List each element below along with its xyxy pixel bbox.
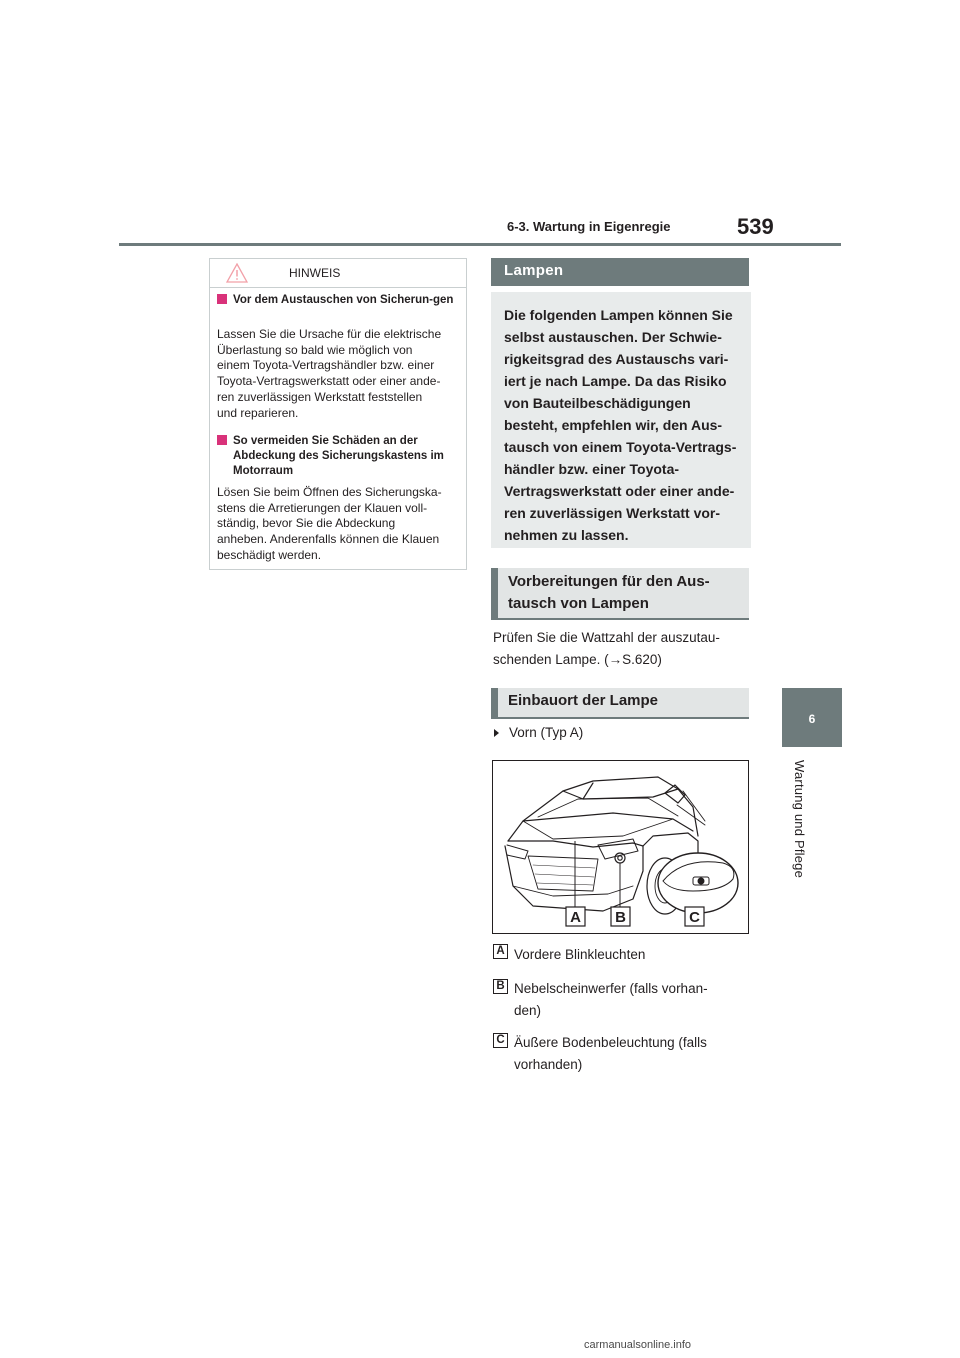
notice-divider	[210, 287, 467, 288]
notice-body-1: Lassen Sie die Ursache für die elektrische Überlastung so bald wie möglich von einem Toyota-Vertragshändler bzw. einer Toyota-Vertragswerkstatt oder einer ande- ren zuverlässigen Werkstatt feststellen und reparieren.	[217, 327, 442, 420]
notice-heading-1: Vor dem Austauschen von Sicherun-gen	[217, 293, 462, 308]
page-number: 539	[737, 214, 774, 239]
pink-square-bullet-icon	[217, 435, 227, 445]
vorbereitung-body: Prüfen Sie die Wattzahl der auszutau- schenden Lampe. (→S.620)	[493, 630, 720, 667]
legend-key-a: A	[493, 944, 508, 959]
callout-a: A	[570, 909, 581, 926]
chapter-label: Wartung und Pflege	[792, 760, 807, 879]
legend-text-b: Nebelscheinwerfer (falls vorhan- den)	[514, 981, 708, 1018]
vehicle-lamp-illustration	[492, 760, 749, 934]
notice-box	[209, 258, 467, 570]
legend-key-b: B	[493, 979, 508, 994]
vorbereitung-title-bar	[491, 568, 749, 620]
vehicle-front-drawing	[493, 761, 749, 934]
einbauort-title-bar	[491, 688, 749, 719]
legend-key-c: C	[493, 1033, 508, 1048]
chapter-number: 6	[808, 712, 816, 726]
lampen-title-bar	[491, 258, 749, 286]
pink-square-bullet-icon	[217, 294, 227, 304]
callout-c: C	[689, 909, 700, 926]
vorbereitung-title: Vorbereitungen für den Aus- tausch von Lampen	[508, 573, 710, 612]
header-rule	[119, 243, 841, 246]
notice-heading-2: So vermeiden Sie Schäden an der Abdeckung des Sicherungskastens im Motorraum	[217, 434, 462, 479]
watermark: carmanualsonline.info	[584, 1339, 692, 1351]
notice-body-2: Lösen Sie beim Öffnen des Sicherungska- stens die Arretierungen der Klauen voll- ständig, bevor Sie die Abdeckung anheben. Anderenfalls können die Klauen beschädigt werden.	[217, 485, 442, 562]
notice-label: HINWEIS	[289, 266, 341, 280]
triangle-bullet-icon	[494, 729, 499, 737]
lampen-title: Lampen	[504, 262, 564, 279]
legend-text-c: Äußere Bodenbeleuchtung (falls vorhanden)	[514, 1035, 707, 1072]
einbauort-subheading: Vorn (Typ A)	[509, 725, 584, 740]
section-title: 6-3. Wartung in Eigenregie	[507, 219, 671, 234]
warning-triangle-icon	[226, 263, 248, 288]
lampen-intro-box	[491, 292, 751, 548]
callout-b: B	[615, 909, 626, 926]
chapter-tab[interactable]	[782, 688, 842, 747]
einbauort-title: Einbauort der Lampe	[508, 692, 659, 709]
legend-text-a: Vordere Blinkleuchten	[514, 947, 646, 962]
lampen-intro-text: Die folgenden Lampen können Sie selbst austauschen. Der Schwie- rigkeitsgrad des Austauschs vari- iert je nach Lampe. Da das Risiko von Bauteilbeschädigungen besteht, empfehlen wir, den Aus- tausch von einem Toyota-Vertrags- händler bzw. einer Toyota- Vertragswerkstatt oder einer ande- ren zuverlässigen Werkstatt vor- nehmen zu lassen.	[504, 307, 737, 543]
